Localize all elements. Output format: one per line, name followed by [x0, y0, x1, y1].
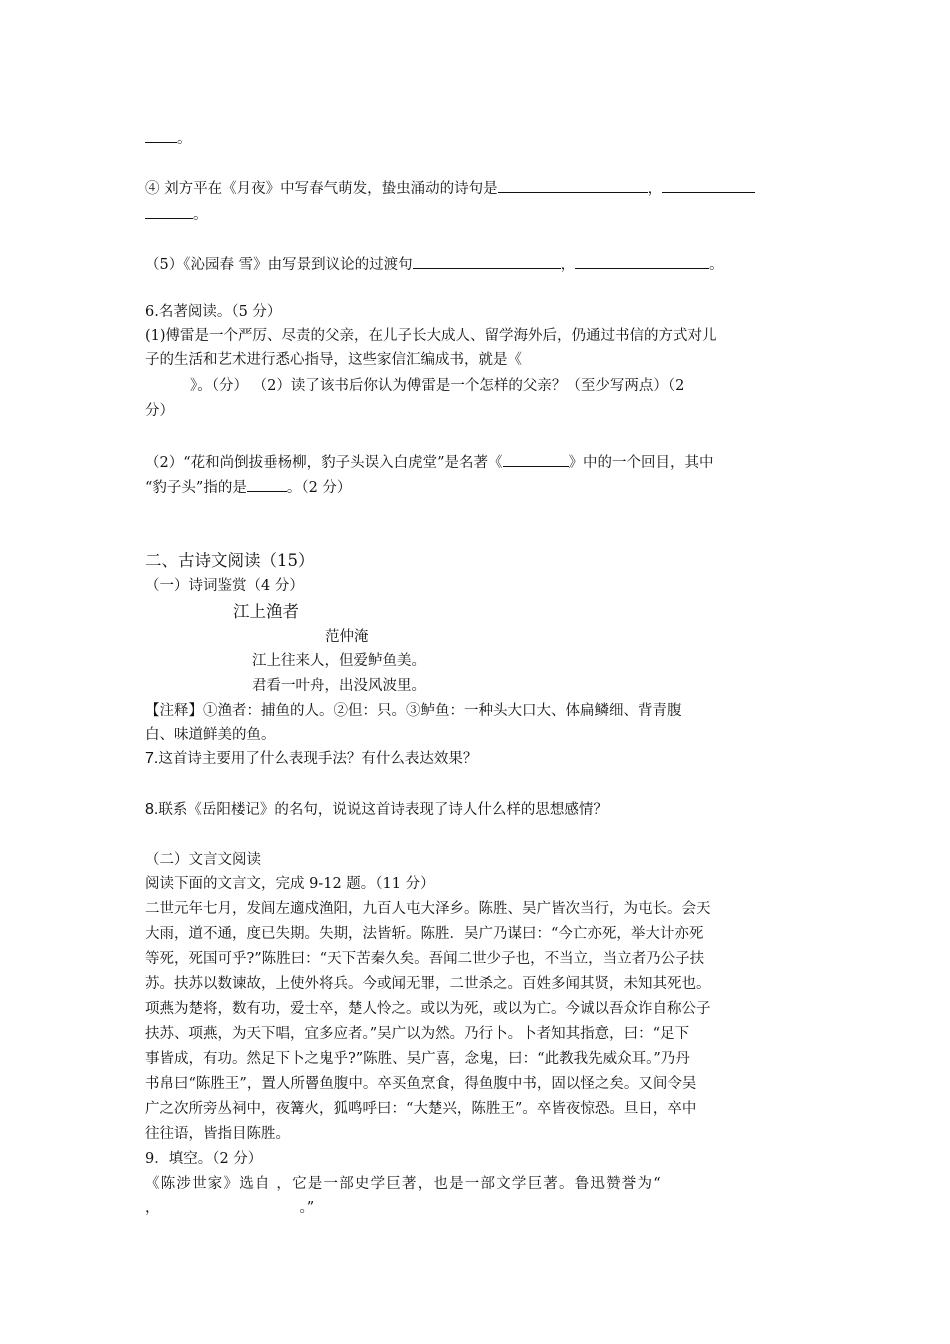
passage-line: 事皆成，有功。然足下卜之鬼乎?”陈胜、吴广喜，念鬼，曰：“此教我先威众耳。”乃丹	[145, 1051, 690, 1067]
part3-sub2: （二）文言文阅读	[145, 852, 261, 868]
passage-line: 大雨，道不通，度已失期。失期，法皆斩。陈胜．吴广乃谋曰：“今亡亦死，举大计亦死	[145, 926, 704, 942]
poem-line-2: 君看一叶舟，出没风波里。	[252, 678, 426, 694]
item4-end: 。	[193, 207, 208, 223]
item4-blank-3	[145, 204, 193, 219]
item4-line2	[145, 204, 208, 225]
q7-text: 这首诗主要用了什么表现手法？有什么表达效果？	[158, 751, 478, 767]
q6-p2-line2	[145, 477, 351, 498]
item4-line1	[145, 178, 755, 199]
poem-title: 江上渔者	[233, 602, 299, 621]
item4-sep: ，	[647, 181, 663, 197]
item4-blank-2	[662, 178, 755, 193]
answer-blank	[145, 128, 177, 143]
q9-end: 。”	[299, 1200, 315, 1216]
q8-line	[145, 800, 608, 820]
answer-tail-line	[145, 128, 192, 149]
q6-p1-line4: 分）	[145, 403, 174, 419]
item5-line	[145, 254, 724, 275]
q9-title: 9．填空。（2 分）	[145, 1151, 263, 1167]
item5-end: 。	[709, 257, 724, 273]
passage-line: 广之次所旁丛祠中，夜篝火，狐鸣呼曰：“大楚兴，陈胜王”。卒皆夜惊恐。旦日，卒中	[145, 1101, 697, 1117]
passage-line: 扶苏、项燕，为天下唱，宜多应者。”吴广以为然。乃行卜。卜者知其指意，曰：“足下	[145, 1026, 690, 1042]
q6-title: 6.名著阅读。（5 分）	[145, 304, 282, 320]
q9-sep: ，	[145, 1200, 160, 1216]
character-blank	[247, 477, 287, 492]
passage-line: 书帛曰“陈胜王”，置人所罾鱼腹中。卒买鱼烹食，得鱼腹中书，固以怪之矣。又间令吴	[145, 1076, 697, 1092]
q6-p2-text-c: “豹子头”指的是	[145, 480, 247, 496]
q7-number: 7.	[145, 750, 159, 767]
q8-number: 8.	[145, 801, 159, 818]
item5-text: （5）《沁园春 雪》由写景到议论的过渡句	[145, 257, 413, 273]
part2-sub1: （一）诗词鉴赏（4 分）	[145, 578, 304, 594]
item4-text: ④ 刘方平在《月夜》中写春气萌发，蛰虫涌动的诗句是	[145, 181, 498, 197]
passage-line: 项燕为楚将，数有功，爱士卒，楚人怜之。或以为死，或以为亡。今诚以吾众诈自称公子	[145, 1001, 711, 1017]
q6-p2-line1	[145, 452, 714, 473]
poem-line-1: 江上往来人，但爱鲈鱼美。	[252, 653, 426, 669]
book-title-blank	[503, 452, 569, 467]
part3-intro: 阅读下面的文言文，完成 9-12 题。（11 分）	[145, 876, 435, 892]
q7-line	[145, 749, 477, 769]
q9-line1: 《陈涉世家》选自 ，它是一部史学巨著，也是一部文学巨著。鲁迅赞誉为“	[145, 1176, 662, 1192]
q8-text: 联系《岳阳楼记》的名句，说说这首诗表现了诗人什么样的思想感情？	[158, 802, 608, 818]
poem-note-line2: 白、味道鲜美的鱼。	[145, 727, 276, 743]
item5-blank-1	[413, 254, 561, 269]
passage-line: 二世元年七月，发闾左適戍渔阳，九百人屯大泽乡。陈胜、吴广皆次当行，为屯长。会天	[145, 901, 711, 917]
item4-blank-1	[498, 178, 648, 193]
q6-p1-line1: (1)傅雷是一个严厉、尽责的父亲，在儿子长大成人、留学海外后，仍通过书信的方式对儿	[145, 328, 717, 344]
poem-note-line1: 【注释】①渔者：捕鱼的人。②但：只。③鲈鱼：一种头大口大、体扁鳞细、背青腹	[145, 703, 682, 719]
passage-line: 往往语，皆指目陈胜。	[145, 1126, 290, 1142]
q9-line2	[145, 1198, 314, 1218]
q6-p2-text-a: （2）“花和尚倒拔垂杨柳，豹子头误入白虎堂”是名著《	[145, 455, 503, 471]
item5-sep: ，	[560, 257, 576, 273]
part2-heading: 二、古诗文阅读（15）	[145, 551, 315, 570]
q6-p2-text-d: 。（2 分）	[286, 480, 352, 496]
q6-p1-line2: 子的生活和艺术进行悉心指导，这些家信汇编成书，就是《	[145, 352, 522, 368]
tail-mark: 。	[177, 131, 192, 147]
q6-p2-text-b: 》中的一个回目，其中	[568, 455, 714, 471]
passage-line: 苏。扶苏以数谏故，上使外将兵。今或闻无罪，二世杀之。百姓多闻其贤，未知其死也。	[145, 976, 711, 992]
passage-line: 等死，死国可乎?”陈胜曰：“天下苦秦久矣。吾闻二世少子也，不当立，当立者乃公子扶	[145, 951, 705, 967]
item5-blank-2	[575, 254, 709, 269]
poem-author: 范仲淹	[325, 629, 369, 645]
q6-p1-line3: 》。（分） （2）读了该书后你认为傅雷是一个怎样的父亲？（至少写两点）（2	[190, 378, 685, 394]
